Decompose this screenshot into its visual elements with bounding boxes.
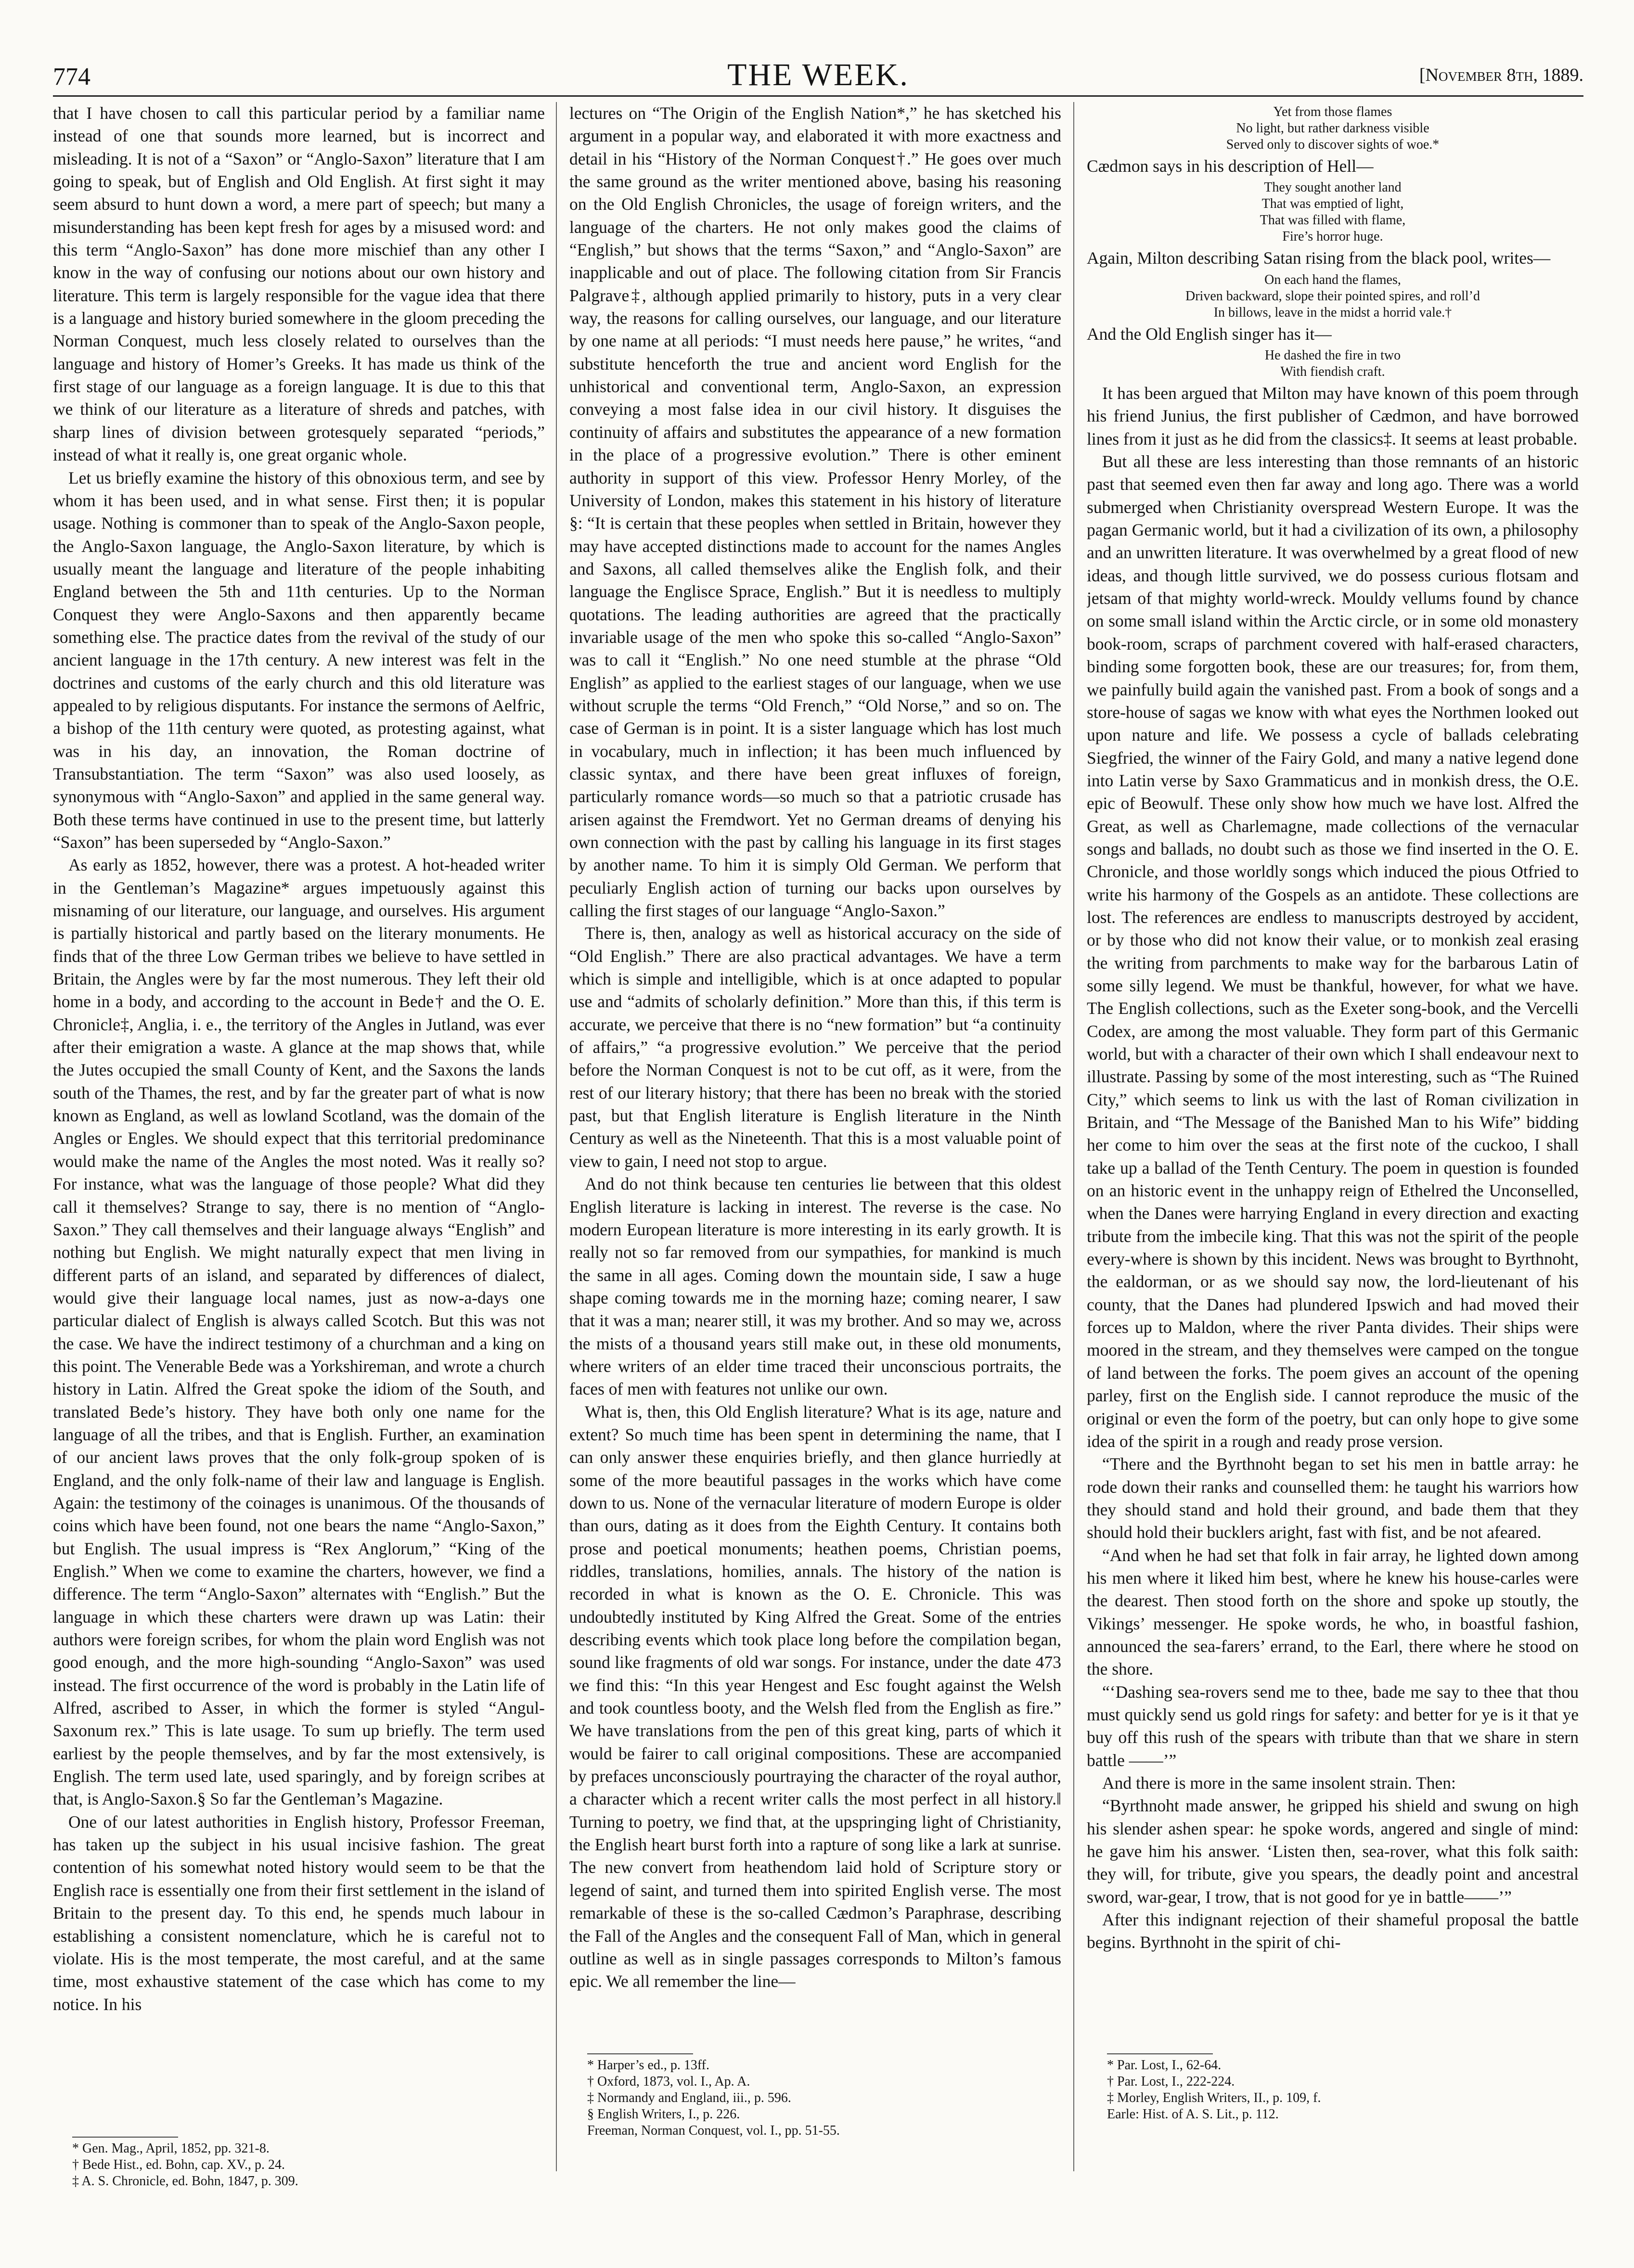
footnote: Freeman, Norman Conquest, vol. I., pp. 51-55.	[587, 2123, 840, 2138]
paragraph: There is, then, analogy as well as historical accuracy on the side of “Old English.” There are also practical advantages. We have a term which is simple and intelligible, which is at once adapted to popular use and “admits of scholarly definition.” More than this, if this term is accurate, we perceive that there is no “new formation” but “a continuity of affairs,” “a progressive evolution.” We perceive that the period before the Norman Conquest is not to be cut off, as it were, from the rest of our literary history; that there has been no break with the storied past, but that English literature is English literature in the Ninth Century as well as the Nineteenth. That this is a most valuable point of view to gain, I need not stop to argue.	[569, 923, 1061, 1171]
verse-line: In billows, leave in the midst a horrid vale.†	[1213, 305, 1452, 320]
verse-line: With fiendish craft.	[1280, 364, 1385, 380]
footnote: Earle: Hist. of A. S. Lit., p. 112.	[1107, 2107, 1279, 2122]
verse-line: That was filled with flame,	[1260, 213, 1406, 228]
footnotes-column-3	[1107, 2057, 1588, 2123]
verse-quote	[1087, 179, 1579, 245]
verse-line: Fire’s horror huge.	[1282, 229, 1383, 244]
paragraph: After this indignant rejection of their shameful proposal the battle begins. Byrthnoht in the spirit of chi-	[1087, 1910, 1579, 1952]
intro-line: Cædmon says in his description of Hell—	[1087, 156, 1374, 176]
issue-date: [November 8th, 1889.	[1419, 65, 1583, 85]
footnote: † Bede Hist., ed. Bohn, cap. XV., p. 24.	[72, 2157, 285, 2172]
verse-line: They sought another land	[1264, 180, 1402, 195]
footnote: ‡ Normandy and England, iii., p. 596.	[587, 2090, 791, 2105]
footnote-rule	[72, 2137, 178, 2138]
paragraph: What is, then, this Old English literature? What is its age, nature and extent? So much time has been spent in determining the name, that I can only answer these enquiries briefly, and then glance hurriedly at some of the more beautiful passages in the works which have come down to us. None of the vernacular literature of modern Europe is older than ours, dating as it does from the Eighth Century. It contains both prose and poetical monuments; heathen poems, Christian poems, riddles, translations, homilies, annals. The history of the nation is recorded in what is known as the O. E. Chronicle. This was undoubtedly instituted by King Alfred the Great. Some of the entries describing events which took place long before the compilation began, sound like fragments of old war songs. For instance, under the date 473 we find this: “In this year Hengest and Esc fought against the Welsh and took countless booty, and the Welsh fled from the English as fire.” We have translations from the pen of this great king, parts of which it would be fairer to call original compositions. These are accompanied by prefaces unconsciously pourtraying the character of the royal author, a character which a recent writer calls the most perfect in all history.‖ Turning to poetry, we find that, at the upspringing light of Christianity, the English heart burst forth into a rapture of song like a lark at sunrise. The new convert from heathendom laid hold of Scripture story or legend of saint, and turned them into spirited English verse. The most remarkable of these is the so-called Cædmon’s Paraphrase, describing the Fall of the Angles and the consequent Fall of Man, which in general outline as well as in single passages corresponds to Milton’s famous epic. We all remember the line—	[569, 1402, 1061, 1991]
paragraph: But all these are less interesting than those remnants of an historic past that seemed even then far away and long ago. There was a world submerged when Christianity overspread Western Europe. It was the pagan Germanic world, but it had a civilization of its own, a philosophy and an unwritten literature. It was overwhelmed by a great flood of new ideas, and though little survived, we do possess curious flotsam and jetsam of that mighty world-wreck. Mouldy vellums found by chance on some small island within the Arctic circle, or in some old monastery book-room, scraps of parchment covered with half-erased characters, binding some forgotten book, these are our treasures; for, from them, we painfully build again the vanished past. From a book of songs and a store-house of sagas we know with what eyes the Northmen looked out upon nature and life. We possess a cycle of ballads celebrating Siegfried, the winner of the Fairy Gold, and many a native legend done into Latin verse by Saxo Grammaticus and in monkish dress, the O.E. epic of Beowulf. These only show how much we have lost. Alfred the Great, as well as Charlemagne, made collections of the vernacular songs and ballads, no doubt such as those we find inserted in the O. E. Chronicle, and those worldly songs which induced the pious Otfried to write his harmony of the Gospels as an antidote. These collections are lost. The references are endless to manuscripts destroyed by accident, or by those who did not know their value, or to monkish zeal erasing the writing from parchments to make way for the barbarous Latin of some silly legend. We must be thankful, however, for what we have. The English collections, such as the Exeter song-book, and the Vercelli Codex, are among the most valuable. They form part of this Germanic world, but with a character of their own which I shall endeavour next to illustrate. Passing by some of the most interesting, such as “The Ruined City,” which seems to link us with the last of Roman civilization in Britain, and “The Message of the Banished Man to his Wife” bidding her come to him over the seas at the first note of the cuckoo, I shall take up a ballad of the Tenth Century. The poem in question is founded on an historic event in the unhappy reign of Ethelred the Unconselled, when the Danes were harrying England in every direction and exacting tribute from the imbecile king. That this was not the spirit of the people every-where is shown by this incident. News was brought to Byrthnoht, the ealdorman, or as we should say now, the lord-lieutenant of his county, that the Danes had plundered Ipswich and had moved their forces up to Maldon, where the river Panta divides. Their ships were moored in the stream, and they themselves were camped on the tongue of land between the forks. The poem gives an account of the opening parley, first on the English side. I cannot reproduce the music of the original or even the form of the poetry, but can only hope to give some idea of the spirit in a rough and ready prose version.	[1087, 452, 1579, 1451]
verse-line: That was emptied of light,	[1261, 196, 1404, 212]
page-number: 774	[53, 63, 90, 90]
paragraph: And do not think because ten centuries lie between that this oldest English literature is lacking in interest. The reverse is the case. No modern European literature is more interesting in its early growth. It is really not so far removed from our sympathies, for mankind is much the same in all ages. Coming down the mountain side, I saw a huge shape coming towards me in the morning haze; coming nearer, I saw that it was a man; nearer still, it was my brother. And so may we, across the mists of a thousand years still make out, in these old monuments, where writers of an elder time traced their unconscious portraits, the faces of men with features not unlike our own.	[569, 1174, 1061, 1399]
verse-quote	[1087, 347, 1579, 380]
footnote: § English Writers, I., p. 226.	[587, 2107, 740, 2122]
footnote: * Harper’s ed., p. 13ff.	[587, 2058, 710, 2073]
footnotes-column-1	[72, 2140, 553, 2190]
footnote: † Par. Lost, I., 222-224.	[1107, 2074, 1235, 2089]
footnote: † Oxford, 1873, vol. I., Ap. A.	[587, 2074, 750, 2089]
verse-line: Served only to discover sights of woe.*	[1226, 137, 1440, 152]
masthead-title: THE WEEK.	[727, 57, 909, 92]
paragraph: lectures on “The Origin of the English Nation*,” he has sketched his argument in a popular way, and elaborated it with more exactness and detail in his “History of the Norman Conquest†.” He goes over much the same ground as the writer mentioned above, basing his reasoning on the Old English Chronicles, the usage of foreign writers, and the language of the charters. He not only makes good the claims of “English,” but shows that the terms “Saxon,” and “Anglo-Saxon” are inapplicable and out of place. The following citation from Sir Francis Palgrave‡, although applied primarily to history, puts in a very clear way, the reasons for calling ourselves, our language, and our literature by one name at all periods: “I must needs here pause,” he writes, “and substitute henceforth the true and ancient word English for the unhistorical and conventional term, Anglo-Saxon, an expression conveying a most false idea in our civil history. It disguises the continuity of affairs and substitutes the appearance of a new formation in the place of a progressive evolution.” There is other eminent authority in support of this view. Professor Henry Morley, of the University of London, makes this statement in his history of literature §: “It is certain that these peoples when settled in Britain, however they may have accepted distinctions made to account for the names Angles and Saxons, all called themselves alike the English folk, and their language the Englisce Sprace, English.” But it is needless to multiply quotations. The leading authorities are agreed that the practically invariable usage of the men who spoke this so-called “Anglo-Saxon” was to call it “English.” No one need stumble at the phrase “Old English” as applied to the earliest stages of our language, when we use without scruple the terms “Old French,” “Old Norse,” and so on. The case of German is in point. It is a sister language which has lost much in vocabulary, much in inflection; it has been much influenced by classic syntax, and there have been great influxes of foreign, particularly romance words—so much so that a patriotic crusade has arisen against the Fremdwort. Yet no German dreams of denying his own connection with the past by calling his language in its first stages by another name. To him it is simply Old German. We perform that peculiarly English action of turning our backs upon ourselves by calling the first stages of our language “Anglo-Saxon.”	[569, 103, 1061, 921]
intro-line: Again, Milton describing Satan rising from the black pool, writes—	[1087, 248, 1551, 268]
footnote: * Gen. Mag., April, 1852, pp. 321-8.	[72, 2141, 270, 2156]
column-divider	[556, 102, 557, 2171]
page-header	[53, 48, 1583, 101]
paragraph: Let us briefly examine the history of this obnoxious term, and see by whom it has been used, and in what sense. First then; it is popular usage. Nothing is commoner than to speak of the Anglo-Saxon people, the Anglo-Saxon language, the Anglo-Saxon literature, by which is usually meant the language and literature of the people inhabiting England between the 5th and 11th centuries. Up to the Norman Conquest they were Anglo-Saxons and then apparently became something else. The practice dates from the revival of the study of our ancient language in the 17th century. A new interest was felt in the doctrines and customs of the early church and this old literature was appealed to by religious disputants. For instance the sermons of Aelfric, a bishop of the 11th century were quoted, as protesting against, what was in his day, an innovation, the Roman doctrine of Transubstantiation. The term “Saxon” was also used loosely, as synonymous with “Anglo-Saxon” and applied in the same general way. Both these terms have continued in use to the present time, but latterly “Saxon” has been superseded by “Anglo-Saxon.”	[53, 468, 545, 852]
footnote: * Par. Lost, I., 62-64.	[1107, 2058, 1222, 2073]
paragraph: “‘Dashing sea-rovers send me to thee, bade me say to thee that thou must quickly send us gold rings for safety: and better for ye is it that ye buy off this rush of the spears with tribute than that we share in stern battle ——’”	[1087, 1682, 1579, 1770]
verse-line: On each hand the flames,	[1264, 272, 1401, 287]
paragraph: It has been argued that Milton may have known of this poem through his friend Junius, the first publisher of Cædmon, and have borrowed lines from it just as he did from the classics‡. It seems at least probable.	[1087, 384, 1579, 448]
article-column-3	[1087, 102, 1579, 2032]
verse-quote	[1087, 104, 1579, 153]
article-column-2	[569, 102, 1061, 2032]
footnote: ‡ Morley, English Writers, II., p. 109, f.	[1107, 2090, 1321, 2105]
paragraph: As early as 1852, however, there was a protest. A hot-headed writer in the Gentleman’s Magazine* argues impetuously against this misnaming of our literature, our language, and ourselves. His argument is partially historical and partly based on the literary monuments. He finds that of the three Low German tribes we believe to have settled in Britain, the Angles were by far the most numerous. They left their old home in a body, and according to the account in Bede† and the O. E. Chronicle‡, Anglia, i. e., the territory of the Angles in Jutland, was ever after their emigration a waste. A glance at the map shows that, while the Jutes occupied the small County of Kent, and the Saxons the lands south of the Thames, the rest, and by far the greater part of what is now known as England, as well as lowland Scotland, was the domain of the Angles or Engles. We should expect that this territorial predominance would make the name of the Angles the most noted. Was it really so? For instance, what was the language of those people? What did they call it themselves? Strange to say, there is no mention of “Anglo-Saxon.” They call themselves and their language always “English” and nothing but English. We might naturally expect that men living in different parts of an island, and separated by differences of dialect, would give their language local names, just as now-a-days one particular dialect of English is always called Scotch. But this was not the case. We have the indirect testimony of a churchman and a king on this point. The Venerable Bede was a Yorkshireman, and wrote a church history in Latin. Alfred the Great spoke the idiom of the South, and translated Bede’s history. They have both only one name for the language of all the tribes, and that is English. Further, an examination of our ancient laws proves that the only folk-group spoken of is England, and the only folk-name of their law and language is English. Again: the testimony of the coinages is unanimous. Of the thousands of coins which have been found, not one bears the name “Anglo-Saxon,” but English. The usual impress is “Rex Anglorum,” “King of the English.” When we come to examine the charters, however, we find a difference. The term “Anglo-Saxon” alternates with “English.” But the language in which these charters were drawn up was Latin: their authors were foreign scribes, for whom the plain word English was not good enough, and the more high-sounding “Anglo-Saxon” was used instead. The first occurrence of the word is probably in the Latin life of Alfred, ascribed to Asser, in which the former is styled “Angul-Saxonum rex.” This is late usage. To sum up briefly. The term used earliest by the people themselves, and by far the most extensively, is English. The term used late, used sparingly, and by foreign scribes at that, is Anglo-Saxon.§ So far the Gentleman’s Magazine.	[53, 855, 545, 1809]
footnote-rule	[1107, 2053, 1213, 2054]
column-divider	[1073, 102, 1074, 2171]
verse-line: Driven backward, slope their pointed spires, and roll’d	[1185, 288, 1480, 304]
verse-line: He dashed the fire in two	[1264, 348, 1401, 363]
footnote: ‡ A. S. Chronicle, ed. Bohn, 1847, p. 309.	[72, 2174, 298, 2189]
verse-line: Yet from those flames	[1273, 104, 1392, 119]
paragraph: “And when he had set that folk in fair array, he lighted down among his men where it liked him best, where he knew his house-carles were the dearest. Then stood forth on the shore and spoke up stoutly, the Vikings’ messenger. He spoke words, he who, in boastful fashion, announced the sea-farers’ errand, to the Earl, there where he stood on the shore.	[1087, 1545, 1579, 1679]
article-column-1	[53, 102, 545, 2032]
paragraph: “There and the Byrthnoht began to set his men in battle array: he rode down their ranks and counselled them: he taught his warriors how they should stand and hold their ground, and bade them that they should hold their bucklers aright, fast with fist, and be not afeared.	[1087, 1454, 1579, 1542]
header-rule	[53, 95, 1583, 97]
footnote-rule	[587, 2053, 693, 2054]
paragraph: “Byrthnoht made answer, he gripped his shield and swung on high his slender ashen spear: he spoke words, angered and single of mind: he gave him his answer. ‘Listen then, sea-rover, what this folk saith: they will, for tribute, give you spears, the deadly point and ancestral sword, war-gear, I trow, that is not good for ye in battle——’”	[1087, 1796, 1579, 1907]
verse-line: No light, but rather darkness visible	[1236, 121, 1429, 136]
paragraph: that I have chosen to call this particular period by a familiar name instead of one that sounds more learned, but is incorrect and misleading. It is not of a “Saxon” or “Anglo-Saxon” literature that I am going to speak, but of English and Old English. At first sight it may seem absurd to hunt down a word, a mere part of speech; but many a misunderstanding has been kept fresh for ages by a misused word: and this term “Anglo-Saxon” has done more mischief than any other I know in the way of confusing our notions about our own history and literature. This term is largely responsible for the vague idea that there is a language and history buried somewhere in the gloom preceding the Norman Conquest, much less closely related to ourselves than the language and history of Homer’s Greeks. It has made us think of the first stage of our language as a foreign language. It is due to this that we think of our literature as a literature of shreds and patches, with sharp lines of division between grotesquely separated “periods,” instead of what it really is, one great organic whole.	[53, 103, 545, 465]
intro-line: And the Old English singer has it—	[1087, 324, 1332, 344]
paragraph: One of our latest authorities in English history, Professor Freeman, has taken up the subject in his usual incisive fashion. The great contention of his somewhat noted history would seem to be that the English race is essentially one from their first settlement in the island of Britain to the present day. To this end, he spends much labour in establishing a consistent nomenclature, which he is careful not to violate. His is the most temperate, the most careful, and at the same time, most exhaustive statement of the case which has come to my notice. In his	[53, 1812, 545, 2014]
paragraph: And there is more in the same insolent strain. Then:	[1102, 1773, 1456, 1793]
verse-quote	[1087, 272, 1579, 321]
footnotes-column-2	[587, 2057, 1068, 2139]
